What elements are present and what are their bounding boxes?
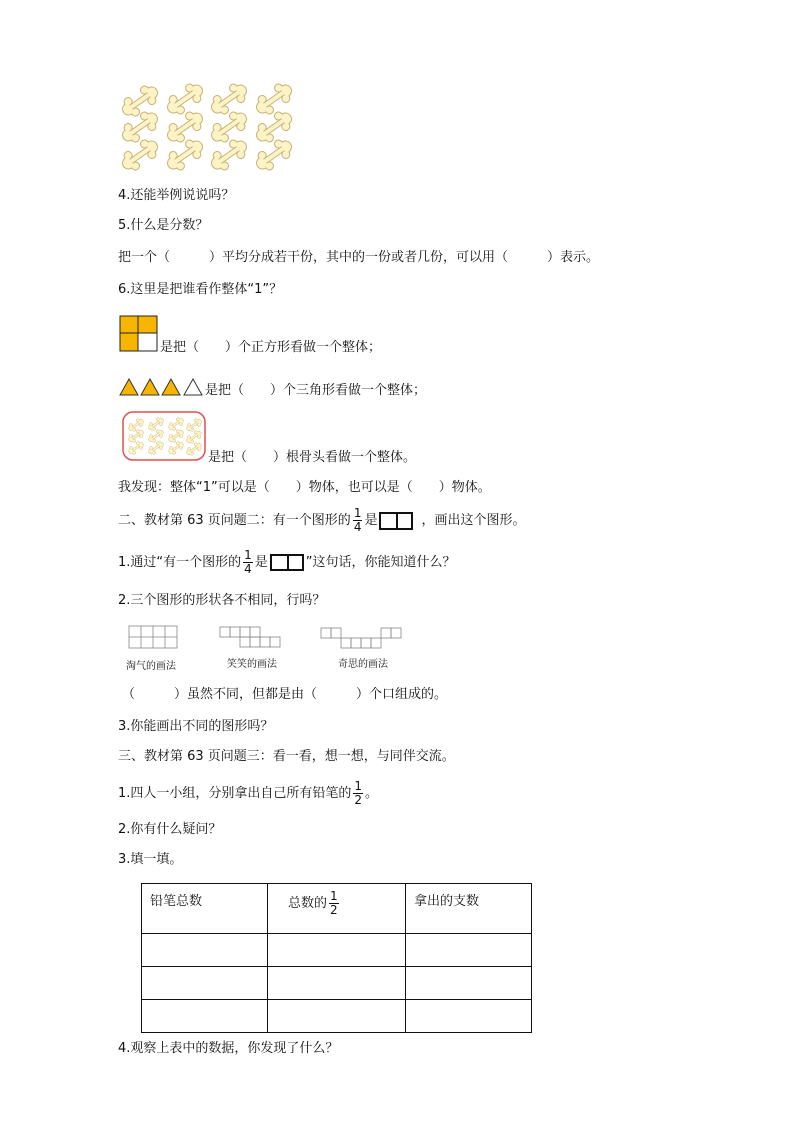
header-total-pencils: 铅笔总数 — [142, 884, 268, 934]
bone-icon — [118, 135, 162, 174]
fraction-definition: 把一个（ ）平均分成若干份，其中的一份或者几份，可以用（ ）表示。 — [118, 250, 600, 265]
qisi-drawing-caption: 奇思的画法 — [338, 659, 388, 670]
question-5: 5.什么是分数？ — [118, 218, 209, 233]
table-row — [142, 967, 532, 1000]
table-cell[interactable] — [142, 934, 268, 967]
section-2-question-2: 2.三个图形的形状各不相同，行吗？ — [118, 593, 326, 608]
section-2-question-1: 1.通过“有一个图形的 $\frac{1}{4}$ 是 ”这句话，你能知道什么？ — [118, 548, 456, 576]
fraction-one-half: $\frac{1}{2}$ — [330, 889, 338, 917]
header-half-of-total: 总数的 $\frac{1}{2}$ — [268, 884, 406, 934]
header-pencils-taken: 拿出的支数 — [406, 884, 532, 934]
table-cell[interactable] — [142, 1000, 268, 1033]
two-square-figure — [270, 554, 304, 571]
finding-statement: 我发现：整体“1”可以是（ ）物体，也可以是（ ）物体。 — [118, 480, 491, 495]
triangles-figure — [119, 377, 205, 397]
bone-icon — [207, 107, 252, 147]
bone-icon — [163, 135, 208, 174]
two-square-figure — [379, 512, 413, 530]
table-cell[interactable] — [268, 934, 406, 967]
naughty-drawing-caption: 淘气的画法 — [126, 661, 176, 672]
question-4: 4.还能举例说说吗？ — [118, 188, 235, 203]
bone-icon — [207, 82, 252, 119]
squares-question: 是把（ ）个正方形看做一个整体； — [160, 340, 382, 355]
table-cell[interactable] — [406, 1000, 532, 1033]
smile-drawing-caption: 笑笑的画法 — [227, 659, 277, 670]
bones-question: 是把（ ）根骨头看做一个整体。 — [208, 450, 417, 465]
framed-bones-figure — [122, 411, 206, 461]
question-6: 6.这里是把谁看作整体“1”？ — [118, 282, 283, 297]
table-cell[interactable] — [268, 967, 406, 1000]
smile-drawing-grid — [219, 626, 289, 650]
section-3-title: 三、教材第 63 页问题三：看一看，想一想，与同伴交流。 — [118, 749, 455, 764]
table-cell[interactable] — [268, 1000, 406, 1033]
fraction-one-half: $\frac{1}{2}$ — [354, 779, 363, 807]
section-3-question-2: 2.你有什么疑问？ — [118, 822, 222, 837]
naughty-drawing-grid — [128, 625, 180, 651]
bone-icon — [252, 107, 297, 147]
section-3-question-4: 4.观察上表中的数据，你发现了什么？ — [118, 1041, 339, 1056]
table-row — [142, 934, 532, 967]
squares-figure — [119, 315, 159, 353]
table-row — [142, 1000, 532, 1033]
table-cell[interactable] — [142, 967, 268, 1000]
section-2-fill: （ ）虽然不同，但都是由（ ）个口组成的。 — [122, 687, 448, 702]
bone-icon — [207, 135, 252, 174]
section-3-question-3: 3.填一填。 — [118, 852, 183, 867]
bone-icon — [252, 135, 297, 174]
fraction-one-quarter: $\frac{1}{4}$ — [353, 506, 362, 534]
bone-icon — [163, 82, 208, 119]
fraction-one-quarter: $\frac{1}{4}$ — [244, 548, 252, 576]
qisi-drawing-grid — [320, 627, 406, 649]
bone-icon — [163, 107, 208, 147]
bone-icon — [252, 82, 297, 119]
table-header-row — [142, 884, 532, 934]
triangles-question: 是把（ ）个三角形看做一个整体； — [205, 383, 427, 398]
table-cell[interactable] — [406, 934, 532, 967]
section-2-question-3: 3.你能画出不同的图形吗？ — [118, 719, 274, 734]
bones-picture — [118, 82, 298, 174]
table-cell[interactable] — [406, 967, 532, 1000]
section-3-question-1: 1.四人一小组，分别拿出自己所有铅笔的 $\frac{1}{2}$ 。 — [118, 779, 379, 807]
section-2-title: 二、教材第 63 页问题二：有一个图形的 $\frac{1}{4}$ 是 ，画出这个图形。 — [118, 506, 526, 534]
fill-in-table — [141, 883, 532, 1033]
